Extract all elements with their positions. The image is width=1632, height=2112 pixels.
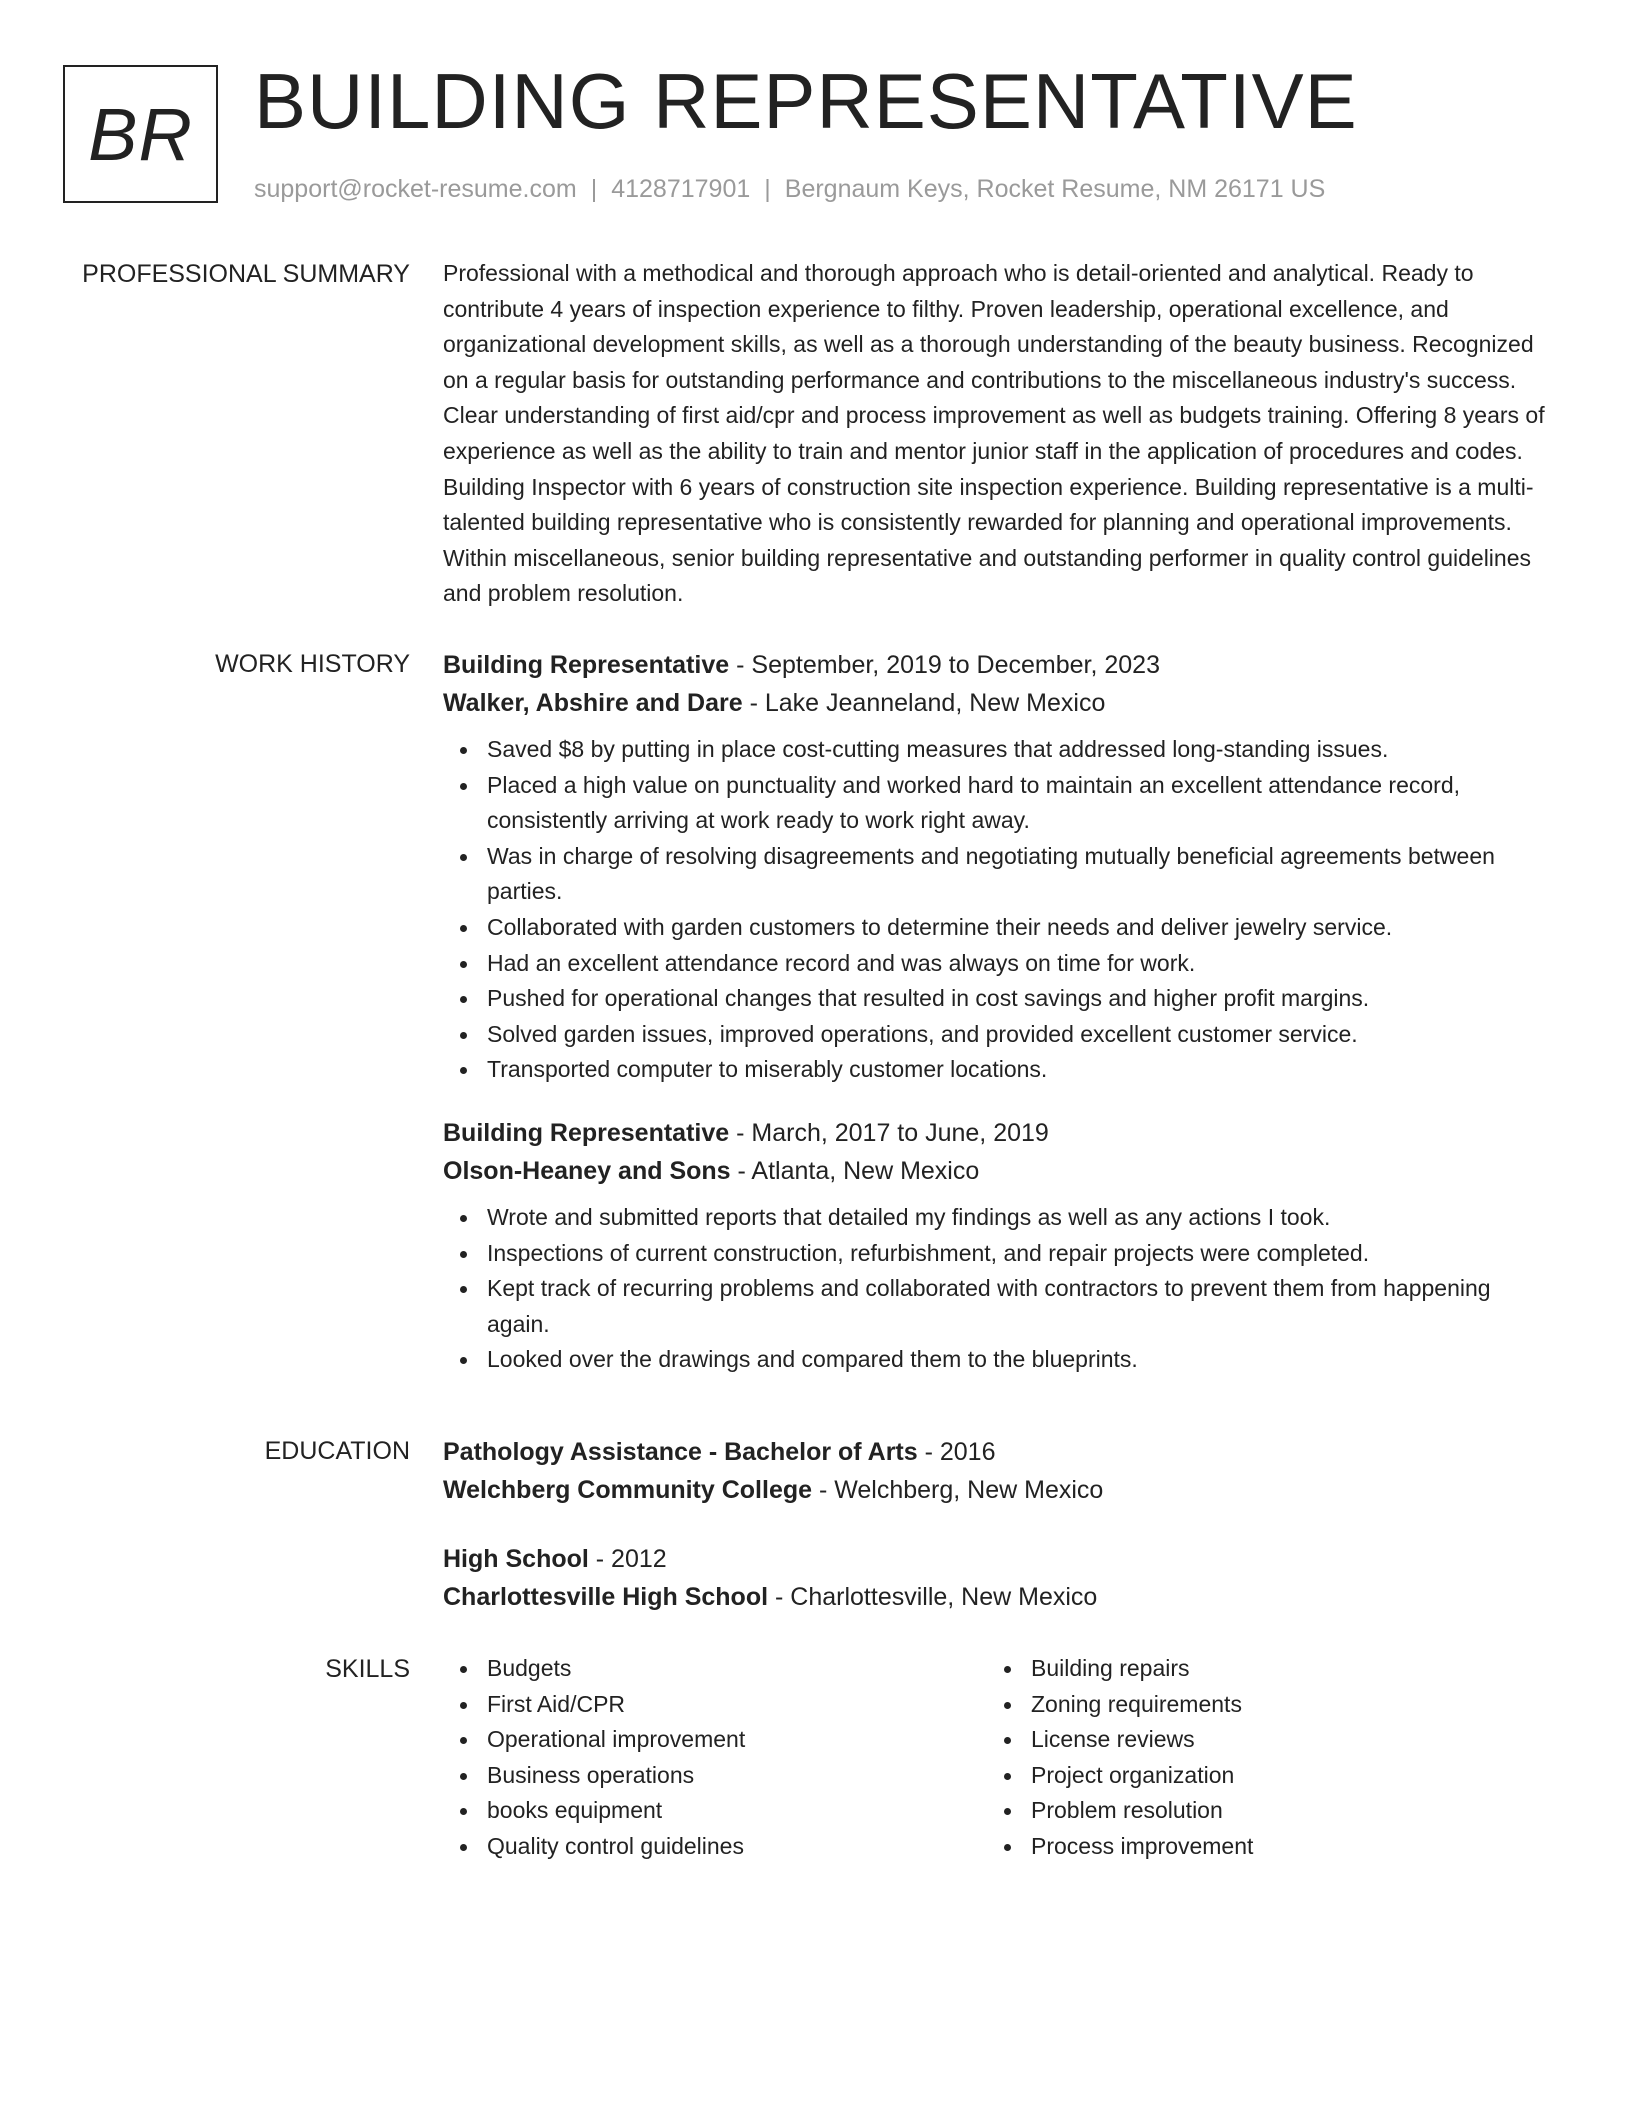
skill-item: License reviews	[1031, 1722, 1531, 1758]
email[interactable]: support@rocket-resume.com	[254, 175, 577, 203]
skills-body	[443, 1651, 1553, 1865]
degree: Pathology Assistance - Bachelor of Arts	[443, 1438, 918, 1466]
separator: |	[764, 175, 771, 203]
degree: High School	[443, 1545, 589, 1573]
school-location: - Welchberg, New Mexico	[812, 1476, 1104, 1504]
skills-list-right	[987, 1651, 1531, 1865]
monogram-box: BR	[63, 65, 218, 203]
degree-year: - 2012	[588, 1545, 667, 1573]
job-dates: - September, 2019 to December, 2023	[729, 651, 1160, 679]
section-label-skills: SKILLS	[325, 1655, 410, 1683]
skill-item: Business operations	[487, 1758, 987, 1794]
job-bullet: Inspections of current construction, refurbishment, and repair projects were completed.	[487, 1236, 1553, 1272]
phone[interactable]: 4128717901	[611, 175, 751, 203]
education-body	[443, 1433, 1553, 1616]
school-line	[443, 1471, 1553, 1509]
school: Charlottesville High School	[443, 1583, 769, 1611]
degree-year: - 2016	[917, 1438, 996, 1466]
section-label-summary: PROFESSIONAL SUMMARY	[82, 260, 410, 288]
job-bullet: Placed a high value on punctuality and worked hard to maintain an excellent attendance record, consistently arriving at work ready to work right away.	[487, 768, 1553, 839]
job-bullet: Transported computer to miserably customer locations.	[487, 1052, 1553, 1088]
skill-item: Process improvement	[1031, 1829, 1531, 1865]
job-bullet: Saved $8 by putting in place cost-cutting measures that addressed long-standing issues.	[487, 732, 1553, 768]
skills-list-left	[443, 1651, 987, 1865]
job-location: - Atlanta, New Mexico	[730, 1156, 980, 1185]
summary-text: Professional with a methodical and thorough approach who is detail-oriented and analytical. Ready to contribute 4 years of inspection experience to filthy. Proven leadership, operational excellence, and organizational development skills, as well as a thorough understanding of the beauty business. Recognized on a regular basis for outstanding performance and contributions to the miscellaneous industry's success. Clear understanding of first aid/cpr and process improvement as well as budgets training. Offering 8 years of experience as well as the ability to train and mentor junior staff in the application of procedures and codes. Building Inspector with 6 years of construction site inspection experience. Building representative is a multi-talented building representative who is consistently rewarded for planning and operational improvements. Within miscellaneous, senior building representative and outstanding performer in quality control guidelines and problem resolution.	[443, 260, 1545, 607]
work-body	[443, 646, 1553, 1378]
education-entry	[443, 1433, 1553, 1509]
job-dates: - March, 2017 to June, 2019	[729, 1118, 1049, 1147]
job-bullet: Collaborated with garden customers to determine their needs and deliver jewelry service.	[487, 910, 1553, 946]
job-bullets	[443, 732, 1553, 1088]
job-location: - Lake Jeanneland, New Mexico	[742, 689, 1106, 717]
job-bullet: Was in charge of resolving disagreements and negotiating mutually beneficial agreements between parties.	[487, 839, 1553, 910]
skill-item: Project organization	[1031, 1758, 1531, 1794]
job-title: Building Representative	[443, 651, 730, 679]
degree-line	[443, 1433, 1553, 1471]
degree-line	[443, 1540, 1553, 1578]
skill-item: Quality control guidelines	[487, 1829, 987, 1865]
school: Welchberg Community College	[443, 1476, 813, 1504]
job-bullet: Had an excellent attendance record and was always on time for work.	[487, 946, 1553, 982]
candidate-name: BUILDING REPRESENTATIVE	[254, 57, 1358, 145]
skill-item: Problem resolution	[1031, 1793, 1531, 1829]
education-entry	[443, 1540, 1553, 1616]
job-title: Building Representative	[443, 1118, 730, 1147]
section-label-education: EDUCATION	[264, 1437, 410, 1465]
job-company: Walker, Abshire and Dare	[443, 689, 743, 717]
job-company-line	[443, 684, 1553, 722]
school-line	[443, 1578, 1553, 1616]
job-bullet: Pushed for operational changes that resulted in cost savings and higher profit margins.	[487, 981, 1553, 1017]
job-title-line	[443, 646, 1553, 684]
separator: |	[590, 175, 598, 203]
skill-item: books equipment	[487, 1793, 987, 1829]
skills-columns	[443, 1651, 1553, 1865]
job-bullet: Solved garden issues, improved operations, and provided excellent customer service.	[487, 1017, 1553, 1053]
section-label-work: WORK HISTORY	[215, 650, 410, 678]
skill-item: Operational improvement	[487, 1722, 987, 1758]
contact-line	[254, 172, 1325, 206]
school-location: - Charlottesville, New Mexico	[768, 1583, 1098, 1611]
job-bullet: Wrote and submitted reports that detailed my findings as well as any actions I took.	[487, 1200, 1553, 1236]
job-bullet: Looked over the drawings and compared them to the blueprints.	[487, 1342, 1553, 1378]
skill-item: Zoning requirements	[1031, 1687, 1531, 1723]
address: Bergnaum Keys, Rocket Resume, NM 26171 US	[784, 175, 1326, 203]
job-title-line	[443, 1114, 1553, 1152]
skill-item: Building repairs	[1031, 1651, 1531, 1687]
skill-item: Budgets	[487, 1651, 987, 1687]
job-bullets	[443, 1200, 1553, 1378]
job-entry	[443, 1114, 1553, 1378]
job-entry	[443, 646, 1553, 1088]
job-company: Olson-Heaney and Sons	[443, 1156, 731, 1185]
summary-body	[443, 256, 1553, 612]
job-company-line	[443, 1152, 1553, 1190]
job-bullet: Kept track of recurring problems and collaborated with contractors to prevent them from happening again.	[487, 1271, 1553, 1342]
skill-item: First Aid/CPR	[487, 1687, 987, 1723]
